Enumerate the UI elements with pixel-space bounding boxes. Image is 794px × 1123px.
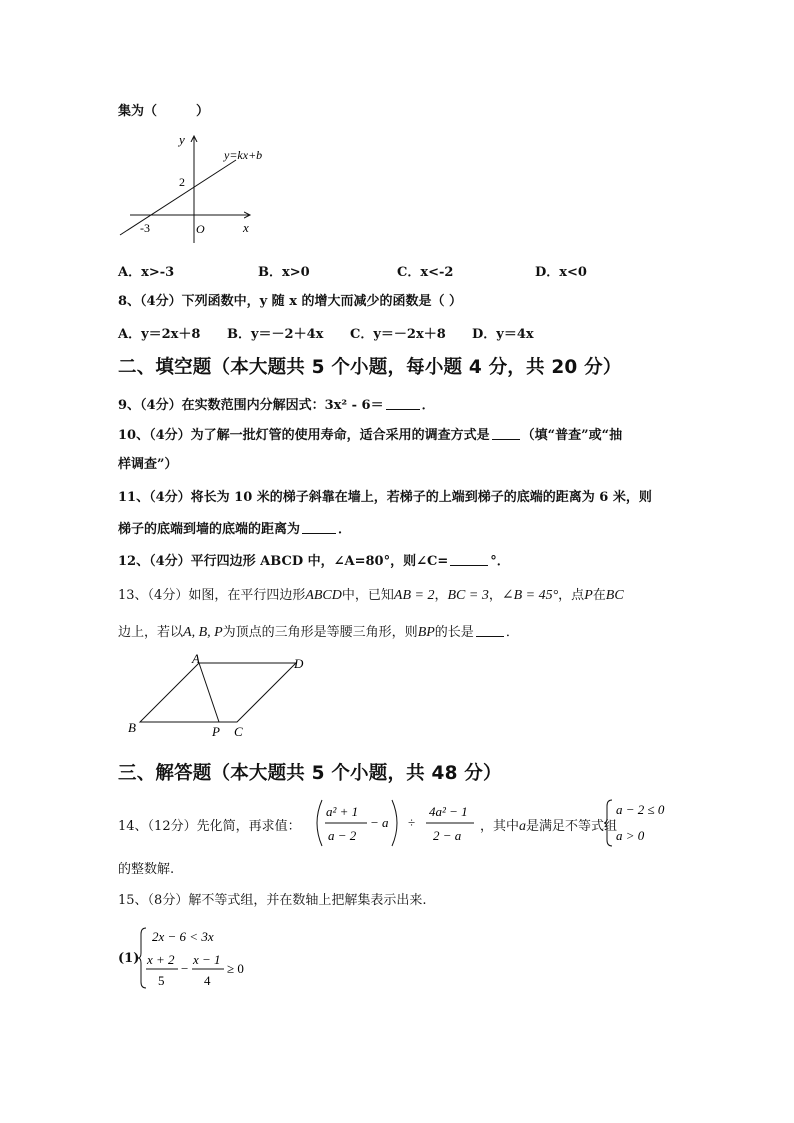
q14-var-a: a: [519, 819, 527, 834]
q13-math-bp: BP: [417, 625, 435, 640]
section-2-heading: 二、填空题（本大题共 5 个小题，每小题 4 分，共 20 分）: [118, 357, 622, 378]
q13-line-2: [118, 624, 519, 641]
q14-frac1-den: a − 2: [328, 828, 357, 843]
vertex-a-label: A: [192, 652, 200, 666]
q10-answer-blank[interactable]: [492, 427, 520, 440]
q14-frac1-num: a² + 1: [326, 804, 359, 819]
q11-line-2: [118, 521, 351, 538]
q14-frac2-den: 2 − a: [433, 828, 462, 843]
q13-text-f: 为顶点的三角形是等腰三角形，则: [222, 625, 418, 640]
q15-part-1: [118, 924, 278, 992]
q13-sep-2: ，: [488, 588, 502, 603]
q11-period: ．: [338, 522, 352, 537]
q7-graph: [112, 128, 282, 250]
q15-f1-den: 5: [158, 973, 165, 988]
q13-line-1: [118, 588, 624, 604]
q10-hint: （填“普查”或“抽: [521, 428, 623, 443]
q8-stem: 8、（4分）下列函数中，y 随 x 的增大而减少的函数是（ ）: [118, 294, 462, 309]
q10-line-2: 样调查”）: [118, 457, 178, 472]
q9-text: 9、（4分）在实数范围内分解因式：: [118, 398, 325, 413]
q14-divide: ÷: [408, 815, 416, 830]
q14-minus-a: − a: [370, 815, 389, 830]
q13-math-angle-b: ∠B = 45°: [501, 588, 559, 603]
q13-text-c: ，点: [558, 588, 585, 603]
q14-frac2-num: 4a² − 1: [429, 804, 468, 819]
q15-tail: ≥ 0: [227, 961, 244, 976]
q13-parallelogram: [122, 652, 322, 742]
segment-ap: [199, 663, 219, 722]
q15-part-label: (1): [118, 951, 140, 966]
q13-sep-1: ，: [434, 588, 448, 603]
q13-math-p: P: [584, 588, 593, 603]
q8-option-d[interactable]: D．y＝4x: [472, 327, 534, 342]
q13-text-b: 中，已知: [341, 588, 394, 603]
q8-option-b[interactable]: B．y＝－2＋4x: [227, 327, 324, 342]
q13-text-a: 13、（4分）如图，在平行四边形: [118, 588, 306, 603]
q14-line-2: 的整数解.: [118, 862, 175, 877]
q9-expression: 3x² - 6＝: [324, 398, 384, 413]
q8-option-c[interactable]: C．y＝－2x＋8: [350, 327, 446, 342]
q12: [118, 553, 510, 570]
q12-degree: °．: [490, 554, 510, 569]
q13-math-abp: A, B, P: [183, 625, 223, 640]
q12-text: 12、（4分）平行四边形 ABCD 中，∠A=80°，则∠C=: [118, 554, 449, 569]
q14: [118, 796, 688, 850]
q13-period: ．: [505, 625, 519, 640]
y-intercept-label: 2: [179, 175, 185, 189]
q7-continuation: 集为（ ）: [118, 104, 210, 119]
q14-mid-text: ，其中: [480, 819, 520, 834]
q15-minus: −: [181, 961, 189, 976]
vertex-c-label: C: [234, 724, 243, 739]
q11-line-1: 11、（4分）将长为 10 米的梯子斜靠在墙上，若梯子的上端到梯子的底端的距离为 6 米，则: [118, 490, 652, 505]
vertex-b-label: B: [128, 720, 136, 735]
q11-text: 梯子的底端到墙的底端的距离为: [118, 522, 301, 537]
point-p-label: P: [212, 724, 220, 739]
x-axis-label: x: [243, 220, 249, 235]
q13-math-abcd: ABCD: [305, 588, 342, 603]
q14-mid-text-2: 是满足不等式组: [526, 819, 618, 834]
q13-text-g: 的长是: [434, 625, 474, 640]
q14-system: [604, 796, 688, 850]
q12-answer-blank[interactable]: [450, 553, 488, 566]
line-label: y=kx+b: [224, 148, 263, 162]
q15-f2-num: x − 1: [193, 952, 221, 967]
q15-ineq-1: 2x − 6 < 3x: [152, 929, 214, 944]
y-axis-label: y: [179, 132, 185, 147]
q9-answer-blank[interactable]: [386, 397, 420, 410]
vertex-d-label: D: [294, 656, 304, 671]
q13-math-ab: AB = 2: [393, 588, 435, 603]
parallelogram-abcd: [140, 663, 296, 722]
q13-math-bc: BC = 3: [447, 588, 489, 603]
q10-text: 10、（4分）为了解一批灯管的使用寿命，适合采用的调查方式是: [118, 428, 490, 443]
q15-system: [138, 924, 278, 992]
q15-f1-num: x + 2: [147, 952, 175, 967]
q13-answer-blank[interactable]: [476, 624, 504, 637]
q14-middle: [480, 815, 617, 835]
q7-option-c[interactable]: C．x<-2: [397, 265, 454, 280]
x-intercept-label: -3: [140, 221, 150, 235]
line-y-kx-b: [120, 160, 236, 235]
q14-prefix: 14、（12分）先化简，再求值：: [118, 819, 301, 834]
q7-option-d[interactable]: D．x<0: [535, 265, 587, 280]
q13-text-e: 边上，若以: [118, 625, 184, 640]
q7-option-b[interactable]: B．x>0: [258, 265, 310, 280]
origin-label: O: [196, 222, 205, 236]
q8-option-a[interactable]: A．y＝2x＋8: [118, 327, 201, 342]
q15-stem: 15、（8分）解不等式组，并在数轴上把解集表示出来.: [118, 893, 427, 908]
q15-f2-den: 4: [204, 973, 211, 988]
section-3-heading: 三、解答题（本大题共 5 个小题，共 48 分）: [118, 763, 502, 784]
q13-math-bc-2: BC: [605, 588, 624, 603]
q10-line-1: [118, 427, 622, 444]
q9-period: ．: [421, 398, 435, 413]
q7-option-a[interactable]: A．x>-3: [118, 265, 175, 280]
q13-text-d: 在: [592, 588, 606, 603]
q11-answer-blank[interactable]: [302, 521, 336, 534]
q9: [118, 397, 435, 414]
q14-ineq-1: a − 2 ≤ 0: [616, 802, 665, 817]
q14-ineq-2: a > 0: [616, 828, 645, 843]
